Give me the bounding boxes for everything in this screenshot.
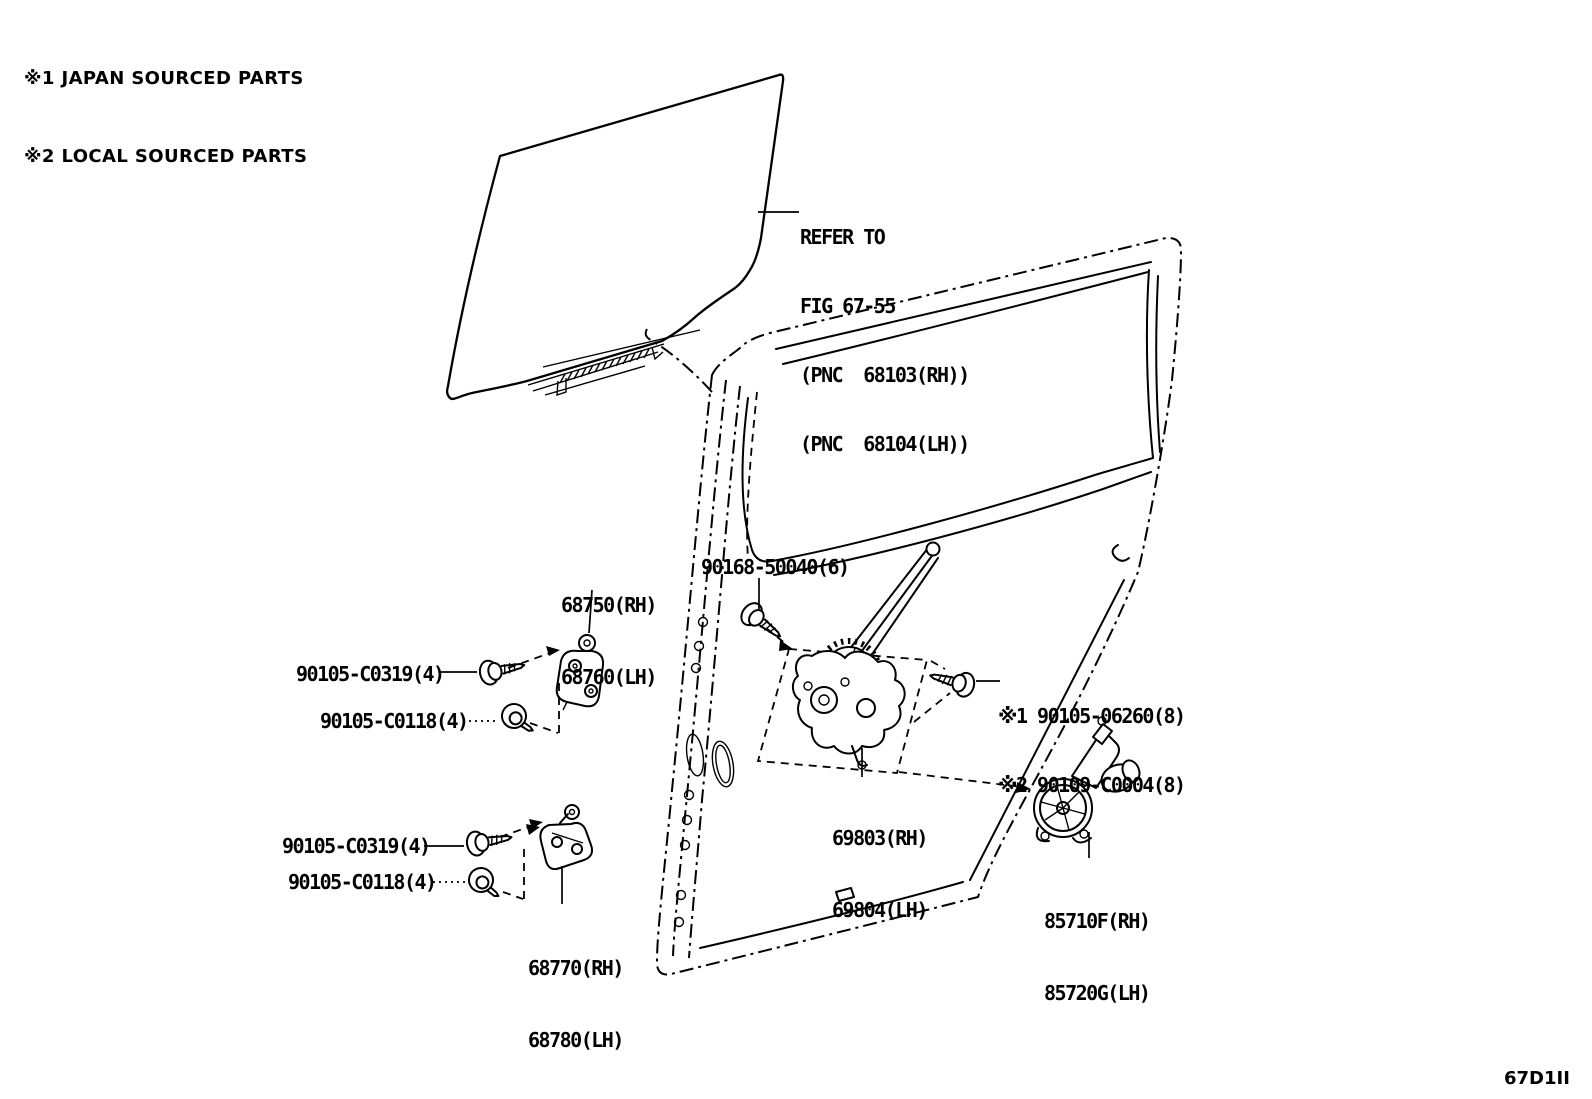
label-motor-rh: 85710F(RH) [1044,909,1150,933]
screw-regulator[interactable] [927,664,977,699]
label-hinge-upper-rh: 68750(RH) [561,593,656,617]
page-code: 67D1II [1504,1068,1570,1089]
glass-lower-sash [528,330,700,395]
label-regulator-screw-japan: ※1 90105-06260(8) [998,704,1185,728]
label-regulator-screw-alt[interactable] [998,659,1185,820]
refer-note-line2: FIG 67-55 [800,294,895,318]
legend-note-2: ※2 LOCAL SOURCED PARTS [24,146,308,167]
bolt-hinge-lower[interactable] [465,825,513,856]
sourcing-legend [24,14,307,196]
label-hinge-lower-nut[interactable]: 90105-C0118(4) [288,870,436,894]
label-hinge-upper-nut[interactable]: 90105-C0118(4) [320,709,468,733]
nut-hinge-lower[interactable] [466,865,504,897]
label-regulator-screw-local: ※2 90109-C0004(8) [998,773,1185,797]
label-hinge-lower-rh: 68770(RH) [528,956,623,980]
label-hinge-lower-bolt[interactable]: 90105-C0319(4) [282,834,430,858]
label-hinge-lower-lh: 68780(LH) [528,1028,623,1052]
legend-note-1: ※1 JAPAN SOURCED PARTS [24,68,304,89]
label-hinge-upper-bolt[interactable]: 90105-C0319(4) [296,662,444,686]
bolt-hinge-upper[interactable] [478,653,527,686]
door-glass[interactable] [447,75,783,399]
label-hinge-upper[interactable] [561,545,656,713]
refer-note-line1: REFER TO [800,225,885,249]
label-regulator-bolt[interactable]: 90168-50040(6) [701,555,849,579]
label-motor-lh: 85720G(LH) [1044,981,1150,1005]
label-motor[interactable] [1044,861,1149,1029]
nut-hinge-upper[interactable] [500,702,537,731]
label-regulator-rh: 69803(RH) [832,826,927,850]
door-latch-hook [1113,545,1129,561]
refer-note-line3: (PNC 68103(RH)) [800,363,969,387]
door-hinge-lower[interactable] [540,805,592,869]
label-hinge-upper-lh: 68760(LH) [561,665,656,689]
label-hinge-lower[interactable] [528,908,623,1076]
label-regulator-lh: 69804(LH) [832,898,927,922]
arm-roller [927,543,940,556]
refer-note[interactable] [800,180,969,479]
label-regulator[interactable] [832,778,927,946]
refer-note-line4: (PNC 68104(LH)) [800,432,969,456]
